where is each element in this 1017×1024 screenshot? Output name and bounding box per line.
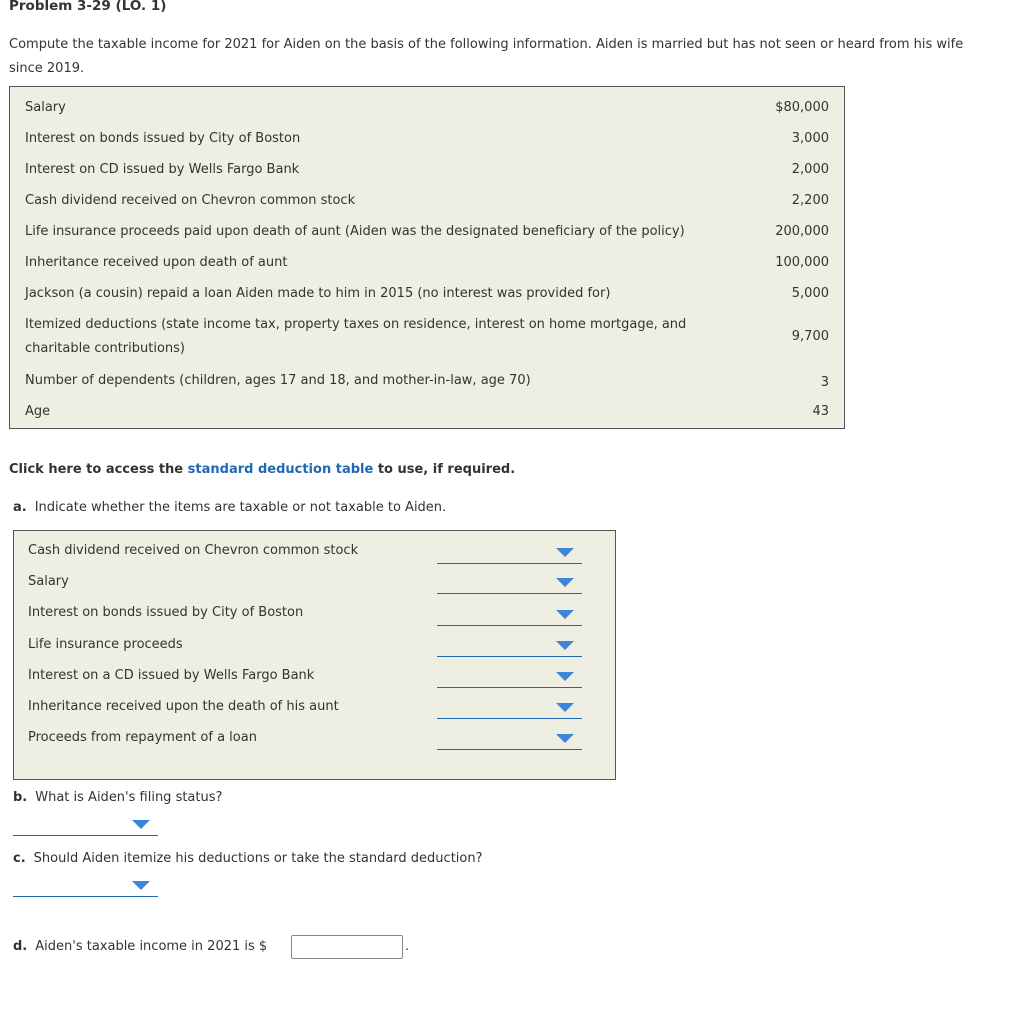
- caret-down-icon: [556, 610, 574, 619]
- standard-deduction-table-link[interactable]: standard deduction table: [187, 462, 374, 477]
- info-label: Interest on bonds issued by City of Boston: [25, 131, 301, 146]
- deduction-choice-dropdown[interactable]: [13, 872, 158, 897]
- caret-down-icon: [556, 703, 574, 712]
- taxable-item-label: Life insurance proceeds: [28, 637, 183, 652]
- taxable-status-dropdown[interactable]: [437, 569, 582, 594]
- question-text: What is Aiden's filing status?: [35, 790, 223, 805]
- filing-status-dropdown[interactable]: [13, 811, 158, 836]
- answer-period: .: [405, 939, 410, 954]
- info-value: 3,000: [791, 131, 829, 146]
- taxable-item-label: Salary: [28, 574, 69, 589]
- question-text: Aiden's taxable income in 2021 is: [35, 939, 255, 954]
- taxable-items-panel: [13, 530, 616, 780]
- info-value: 100,000: [775, 255, 829, 270]
- caret-down-icon: [132, 820, 150, 829]
- caret-down-icon: [556, 734, 574, 743]
- info-label: Number of dependents (children, ages 17 and 18, and mother-in-law, age 70): [25, 373, 531, 388]
- taxable-item-label: Inheritance received upon the death of his aunt: [28, 699, 339, 714]
- info-value: $80,000: [775, 100, 829, 115]
- info-value: 200,000: [775, 224, 829, 239]
- question-text: Indicate whether the items are taxable or not taxable to Aiden.: [34, 500, 447, 515]
- info-table: [9, 86, 845, 429]
- taxable-item-label: Interest on a CD issued by Wells Fargo Bank: [28, 668, 315, 683]
- question-d: [13, 939, 267, 954]
- info-value: 43: [812, 404, 829, 419]
- info-value: 2,200: [791, 193, 829, 208]
- taxable-status-dropdown[interactable]: [437, 694, 582, 719]
- taxable-status-dropdown[interactable]: [437, 632, 582, 657]
- caret-down-icon: [132, 881, 150, 890]
- currency-symbol: $: [258, 939, 268, 954]
- info-value: 5,000: [791, 286, 829, 301]
- question-letter: d.: [13, 939, 28, 954]
- taxable-item-label: Proceeds from repayment of a loan: [28, 730, 257, 745]
- question-letter: b.: [13, 790, 28, 805]
- question-text: Should Aiden itemize his deductions or take the standard deduction?: [33, 851, 483, 866]
- info-value: 9,700: [791, 329, 829, 344]
- problem-intro: Compute the taxable income for 2021 for Aiden on the basis of the following information. Aiden is married but has not seen or heard from his wife since 2019.: [9, 37, 964, 76]
- question-a: [13, 500, 446, 515]
- info-label: Age: [25, 404, 51, 419]
- info-label: Cash dividend received on Chevron common stock: [25, 193, 356, 208]
- problem-title: Problem 3-29 (LO. 1): [9, 0, 167, 14]
- question-letter: c.: [13, 851, 26, 866]
- access-suffix: to use, if required.: [377, 462, 516, 477]
- caret-down-icon: [556, 672, 574, 681]
- taxable-status-dropdown[interactable]: [437, 663, 582, 688]
- access-prefix: Click here to access the: [9, 462, 184, 477]
- standard-deduction-access: [9, 462, 515, 477]
- caret-down-icon: [556, 548, 574, 557]
- info-label: Inheritance received upon death of aunt: [25, 255, 288, 270]
- question-c: [13, 851, 483, 866]
- question-letter: a.: [13, 500, 27, 515]
- taxable-status-dropdown[interactable]: [437, 601, 582, 626]
- info-label: Life insurance proceeds paid upon death of aunt (Aiden was the designated beneficiary of the policy): [25, 224, 685, 239]
- taxable-item-label: Interest on bonds issued by City of Boston: [28, 605, 304, 620]
- info-label: Jackson (a cousin) repaid a loan Aiden made to him in 2015 (no interest was provided for): [25, 286, 611, 301]
- info-label: Itemized deductions (state income tax, property taxes on residence, interest on home mortgage, and charitable contributions): [25, 317, 687, 356]
- taxable-item-label: Cash dividend received on Chevron common stock: [28, 543, 359, 558]
- taxable-income-input[interactable]: [291, 935, 403, 959]
- info-value: 2,000: [791, 162, 829, 177]
- taxable-status-dropdown[interactable]: [437, 539, 582, 564]
- info-value: 3: [820, 375, 829, 390]
- question-b: [13, 790, 222, 805]
- info-label: Interest on CD issued by Wells Fargo Bank: [25, 162, 300, 177]
- caret-down-icon: [556, 641, 574, 650]
- caret-down-icon: [556, 578, 574, 587]
- info-label: Salary: [25, 100, 66, 115]
- taxable-status-dropdown[interactable]: [437, 725, 582, 750]
